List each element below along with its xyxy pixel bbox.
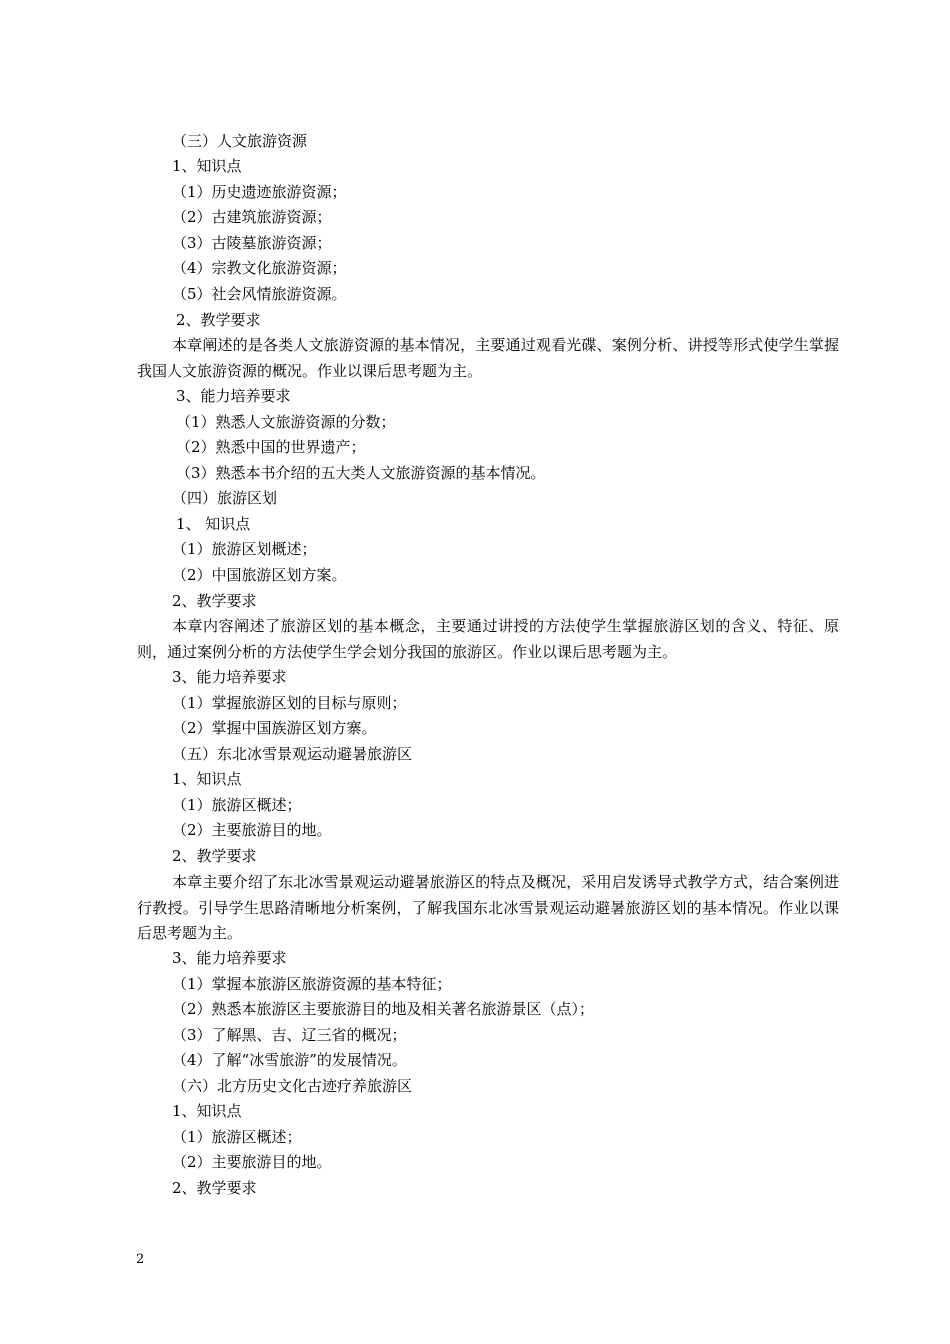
list-item: （5）社会风情旅游资源。 (172, 285, 347, 303)
list-item: （1）熟悉人文旅游资源的分数； (176, 413, 396, 431)
list-item: （4）了解“冰雪旅游”的发展情况。 (172, 1051, 407, 1069)
list-item: （2）掌握中国族游区划方寨。 (172, 719, 377, 737)
list-item: （1）旅游区概述； (172, 1128, 302, 1146)
subheading: 2、教学要求 (172, 592, 257, 610)
paragraph: 本章主要介绍了东北冰雪景观运动避暑旅游区的特点及概况，采用启发诱导式教学方式，结合案例进行教授。引导学生思路清晰地分析案例，了解我国东北冰雪景观运动避暑旅游区划的基本情况。作业以课后思考题为主。 (137, 873, 839, 943)
subheading: 1、知识点 (172, 770, 242, 788)
section-heading: （六）北方历史文化古迹疗养旅游区 (172, 1077, 413, 1095)
subheading: 2、教学要求 (172, 847, 257, 865)
list-item: （2）主要旅游目的地。 (172, 1153, 332, 1171)
subheading: 3、能力培养要求 (176, 387, 291, 405)
page-number: 2 (136, 1252, 145, 1267)
paragraph: 本章内容阐述了旅游区划的基本概念，主要通过讲授的方法使学生掌握旅游区划的含义、特征、原则，通过案例分析的方法使学生学会划分我国的旅游区。作业以课后思考题为主。 (137, 617, 839, 661)
list-item: （1）历史遗迹旅游资源； (172, 183, 347, 201)
subheading: 2、教学要求 (176, 311, 261, 329)
subheading: 3、能力培养要求 (172, 949, 287, 967)
list-item: （1）旅游区划概述； (172, 540, 317, 558)
list-item: （1）掌握旅游区划的目标与原则； (172, 694, 407, 712)
list-item: （1）旅游区概述； (172, 796, 302, 814)
list-item: （2）熟悉中国的世界遗产； (176, 438, 366, 456)
list-item: （4）宗教文化旅游资源； (172, 259, 347, 277)
list-item: （2）古建筑旅游资源； (172, 208, 332, 226)
subheading: 1、知识点 (172, 157, 242, 175)
list-item: （3）了解黑、吉、辽三省的概况； (172, 1026, 407, 1044)
list-item: （2）中国旅游区划方案。 (172, 566, 347, 584)
section-heading: （五）东北冰雪景观运动避暑旅游区 (172, 745, 413, 763)
list-item: （3）熟悉本书介绍的五大类人文旅游资源的基本情况。 (176, 464, 546, 482)
subheading: 2、教学要求 (172, 1179, 257, 1197)
subheading: 3、能力培养要求 (172, 668, 287, 686)
list-item: （3）古陵墓旅游资源； (172, 234, 332, 252)
section-heading: （四）旅游区划 (172, 489, 278, 507)
subheading: 1、 知识点 (176, 515, 251, 533)
paragraph: 本章阐述的是各类人文旅游资源的基本情况，主要通过观看光碟、案例分析、讲授等形式使学生掌握我国人文旅游资源的概况。作业以课后思考题为主。 (137, 336, 839, 380)
subheading: 1、知识点 (172, 1102, 242, 1120)
list-item: （2）熟悉本旅游区主要旅游目的地及相关著名旅游景区（点）； (172, 1000, 595, 1018)
section-heading: （三）人文旅游资源 (172, 132, 308, 150)
list-item: （2）主要旅游目的地。 (172, 821, 332, 839)
list-item: （1）掌握本旅游区旅游资源的基本特征； (172, 975, 452, 993)
